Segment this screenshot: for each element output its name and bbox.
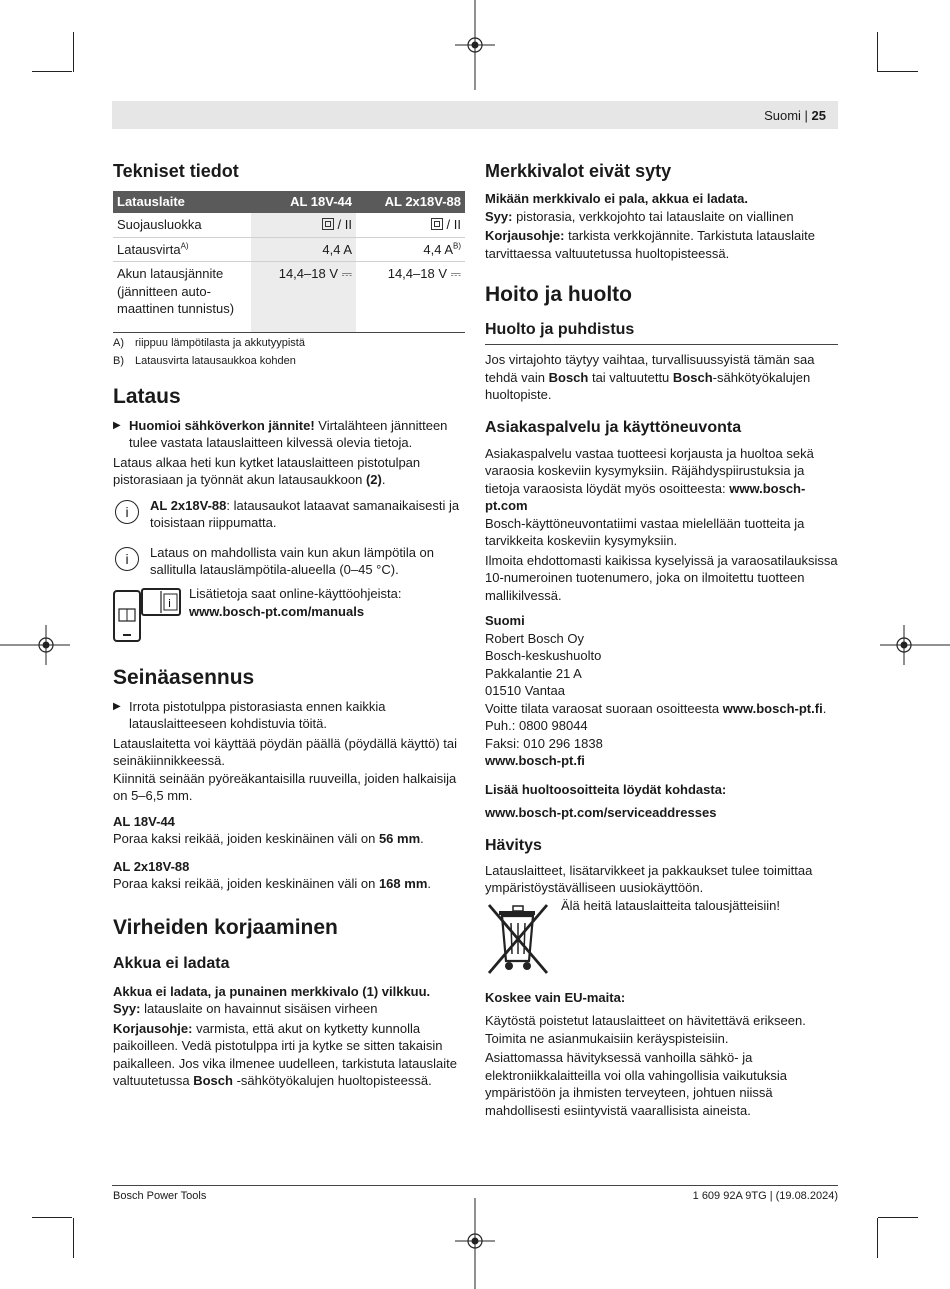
- crop-mark: [73, 1218, 74, 1258]
- seina-warning: ▶ Irrota pistotulppa pistorasiasta ennen kaikkia latauslaitteeseen kohdistuvia töitä.: [113, 698, 463, 733]
- address-line: Bosch-keskushuolto: [485, 648, 602, 663]
- page-header: [112, 101, 838, 129]
- table-header: AL 2x18V-88: [356, 191, 465, 213]
- registration-mark-right: [880, 625, 950, 665]
- table-header: Latauslaite: [113, 191, 251, 213]
- table-value: 14,4–18 V: [278, 266, 338, 281]
- header-language: Suomi: [764, 108, 801, 123]
- crop-mark: [877, 1218, 878, 1258]
- al88-paragraph: Poraa kaksi reikää, joiden keskinäinen väli on 168 mm.: [113, 876, 431, 891]
- table-cell: 4,4 A: [251, 237, 356, 262]
- eu-paragraph: Käytöstä poistetut latauslaitteet on hävitettävä erikseen. Toimita ne asianmukaisiin keräyspisteisiin.: [485, 1013, 806, 1046]
- page-number: 25: [811, 108, 826, 123]
- footnote: A) riippuu lämpötilasta ja akkutyypistä: [113, 336, 305, 349]
- dc-symbol-icon: ⎓: [341, 266, 352, 281]
- havitys-warning: Älä heitä latauslaitteita talousjätteisiin!: [561, 897, 780, 913]
- online-manual-icon: [113, 585, 183, 643]
- havitys-paragraph: Latauslaitteet, lisätarvikkeet ja pakkaukset tulee toimittaa ympäristöystävälliseen uusiokäyttöön.: [485, 862, 813, 895]
- protection-class-icon: [431, 218, 443, 230]
- table-row: [113, 237, 465, 262]
- footnote-ref: A): [180, 241, 189, 251]
- table-cell: [356, 262, 465, 332]
- info-note: i AL 2x18V-88: latausaukot lataavat samanaikaisesti ja toisistaan riippumatta.: [113, 497, 463, 532]
- footer-rule: [112, 1185, 838, 1186]
- table-cell: Suojausluokka: [113, 213, 251, 237]
- akku-heading: Akkua ei ladata: [113, 954, 230, 972]
- merkki-cause: Syy: pistorasia, verkkojohto tai latauslaite on viallinen: [485, 208, 794, 224]
- protection-class-icon: [322, 218, 334, 230]
- lataus-warning: ▶ Huomioi sähköverkon jännite! Virtalähteen jännitteen tulee vastata latauslaitteen kilvessä olevia tietoja.: [113, 417, 463, 452]
- table-value: 4,4 A: [423, 241, 453, 257]
- huolto-heading: Huolto ja puhdistus: [485, 321, 635, 338]
- footer-right: 1 609 92A 9TG | (19.08.2024): [692, 1190, 838, 1202]
- registration-mark-top: [455, 0, 495, 90]
- asiakas-heading: Asiakaspalvelu ja käyttöneuvonta: [485, 418, 742, 436]
- address-line: Robert Bosch Oy: [485, 630, 584, 646]
- merkki-fix: Korjausohje: tarkista verkkojännite. Tarkistuta latauslaite tarvittaessa valtuutetussa huoltopisteessä.: [485, 228, 815, 261]
- address-line: Pakkalantie 21 A: [485, 665, 582, 681]
- table-row: [113, 213, 465, 237]
- table-row: [113, 262, 465, 332]
- akku-cause: Syy: latauslaite on havainnut sisäisen virheen: [113, 1001, 378, 1016]
- asiakas-paragraph: Bosch-käyttöneuvontatiimi vastaa mielellään tuotteita ja tarvikkeita koskeviin kysymyksiin.: [485, 515, 805, 548]
- al88-heading: AL 2x18V-88: [113, 858, 190, 874]
- eu-paragraph: Asiattomassa hävityksessä vanhoilla sähkö- ja elektroniikkalaitteilla voi olla vahingollisia vaikutuksia ympäristöön ja ihmisten terveyteen, johtuen niissä mahdollisesti esiintyvistä vaarallisista aineista.: [485, 1050, 788, 1118]
- manual-note: [113, 585, 463, 645]
- info-note: i Lataus on mahdollista vain kun akun lämpötila on sallitulla latauslämpötila-alueella (0–45 °C).: [113, 544, 463, 579]
- manual-link[interactable]: www.bosch-pt.com/manuals: [189, 603, 365, 619]
- dc-symbol-icon: ⎓: [450, 266, 461, 281]
- right-column: [485, 160, 838, 1119]
- havitys-heading: Hävitys: [485, 836, 542, 854]
- eu-heading: Koskee vain EU-maita:: [485, 989, 626, 1005]
- al44-heading: AL 18V-44: [113, 813, 175, 829]
- merkkivalot-heading: Merkkivalot eivät syty: [485, 161, 672, 181]
- hoito-heading: Hoito ja huolto: [485, 283, 632, 306]
- table-value: / II: [446, 217, 461, 232]
- disposal-note: [485, 897, 838, 979]
- seinaasennus-heading: Seinäasennus: [113, 665, 255, 689]
- tech-data-heading: Tekniset tiedot: [113, 161, 239, 181]
- table-cell: [356, 237, 465, 262]
- fax: Faksi: 010 296 1838: [485, 735, 603, 751]
- address-line: 01510 Vantaa: [485, 683, 565, 698]
- manual-text: Lisätietoja saat online-käyttöohjeista:: [189, 585, 402, 601]
- header-text: Suomi | 25: [764, 108, 826, 123]
- order-line: Voitte tilata varaosat suoraan osoitteesta www.bosch-pt.fi.: [485, 700, 827, 716]
- lataus-heading: Lataus: [113, 384, 181, 408]
- crop-mark: [32, 71, 72, 72]
- footer-left: Bosch Power Tools: [113, 1190, 207, 1202]
- asiakas-paragraph: Ilmoita ehdottomasti kaikissa kyselyissä ja varaosatilauksissa 10-numeroinen tuotenumero, joka on ilmoitettu tuotteen mallikilvessä.: [485, 552, 838, 603]
- left-column: [113, 160, 463, 1090]
- table-value: 14,4–18 V: [387, 266, 447, 281]
- service-addresses-link[interactable]: www.bosch-pt.com/serviceaddresses: [485, 805, 717, 820]
- al44-paragraph: Poraa kaksi reikää, joiden keskinäinen väli on 56 mm.: [113, 831, 424, 846]
- country-label: Suomi: [485, 613, 525, 628]
- table-cell: Latausvirta$^{A)}$: [113, 237, 251, 262]
- table-header: AL 18V-44: [251, 191, 356, 213]
- registration-mark-bottom: [455, 1198, 495, 1289]
- tech-data-table: [113, 191, 465, 332]
- huolto-paragraph: Jos virtajohto täytyy vaihtaa, turvallisuussyistä tämän saa tehdä vain Bosch tai valtuutettu Bosch-sähkötyökalujen huoltopiste.: [485, 352, 815, 402]
- crop-mark: [878, 71, 918, 72]
- table-header-row: [113, 191, 465, 213]
- info-icon: i: [115, 500, 139, 524]
- crop-mark: [877, 32, 878, 72]
- merkki-condition: Mikään merkkivalo ei pala, akkua ei ladata.: [485, 191, 749, 206]
- crop-mark: [32, 1217, 72, 1218]
- asiakas-paragraph: Asiakaspalvelu vastaa tuotteesi korjausta ja huoltoa sekä varaosia koskeviin kysymyksiin. Räjähdyspiirustuksia ja tietoja varaosista löydät myös osoitteesta: www.bosch-pt.com: [485, 445, 814, 513]
- lataus-paragraph: Lataus alkaa heti kun kytket latauslaitteen pistotulpan pistorasiaan ja työnnät akun latausaukkoon (2).: [113, 454, 421, 487]
- registration-mark-left: [0, 625, 70, 665]
- table-cell: [251, 262, 356, 332]
- more-addresses: Lisää huoltoosoitteita löydät kohdasta:: [485, 781, 727, 797]
- info-icon: i: [115, 547, 139, 571]
- table-cell: Akun latausjännite (jännitteen automaattinen tunnistus): [117, 266, 235, 316]
- table-cell: [251, 213, 356, 237]
- seina-paragraph: Latauslaitetta voi käyttää pöydän päällä (pöydällä käyttö) tai seinäkiinnikkeessä.: [113, 735, 457, 768]
- phone: Puh.: 0800 98044: [485, 718, 588, 733]
- footnote: B) Latausvirta latausaukkoa kohden: [113, 354, 296, 367]
- virheiden-heading: Virheiden korjaaminen: [113, 915, 338, 939]
- svg-text:i: i: [168, 596, 172, 610]
- crop-mark: [73, 32, 74, 72]
- website-link[interactable]: www.bosch-pt.fi: [485, 753, 585, 768]
- table-cell: [356, 213, 465, 237]
- seina-paragraph: Kiinnitä seinään pyöreäkantaisilla ruuveilla, joiden halkaisija on 5–6,5 mm.: [113, 770, 457, 803]
- table-value: / II: [337, 217, 352, 232]
- crossed-bin-icon: [485, 899, 551, 977]
- akku-fix: Korjausohje: varmista, että akut on kytketty kunnolla paikoilleen. Vedä pistotulppa irti ja kytke se sitten takaisin paikalleen. Jos vika ilmenee uudelleen, tarkistuta latauslaite valtuutetussa Bosch -sähkötyökalujen huoltopisteessä.: [113, 1020, 457, 1088]
- akku-condition: Akkua ei ladata, ja punainen merkkivalo (1) vilkkuu.: [113, 983, 431, 999]
- crop-mark: [878, 1217, 918, 1218]
- footnote-ref: B): [453, 241, 461, 251]
